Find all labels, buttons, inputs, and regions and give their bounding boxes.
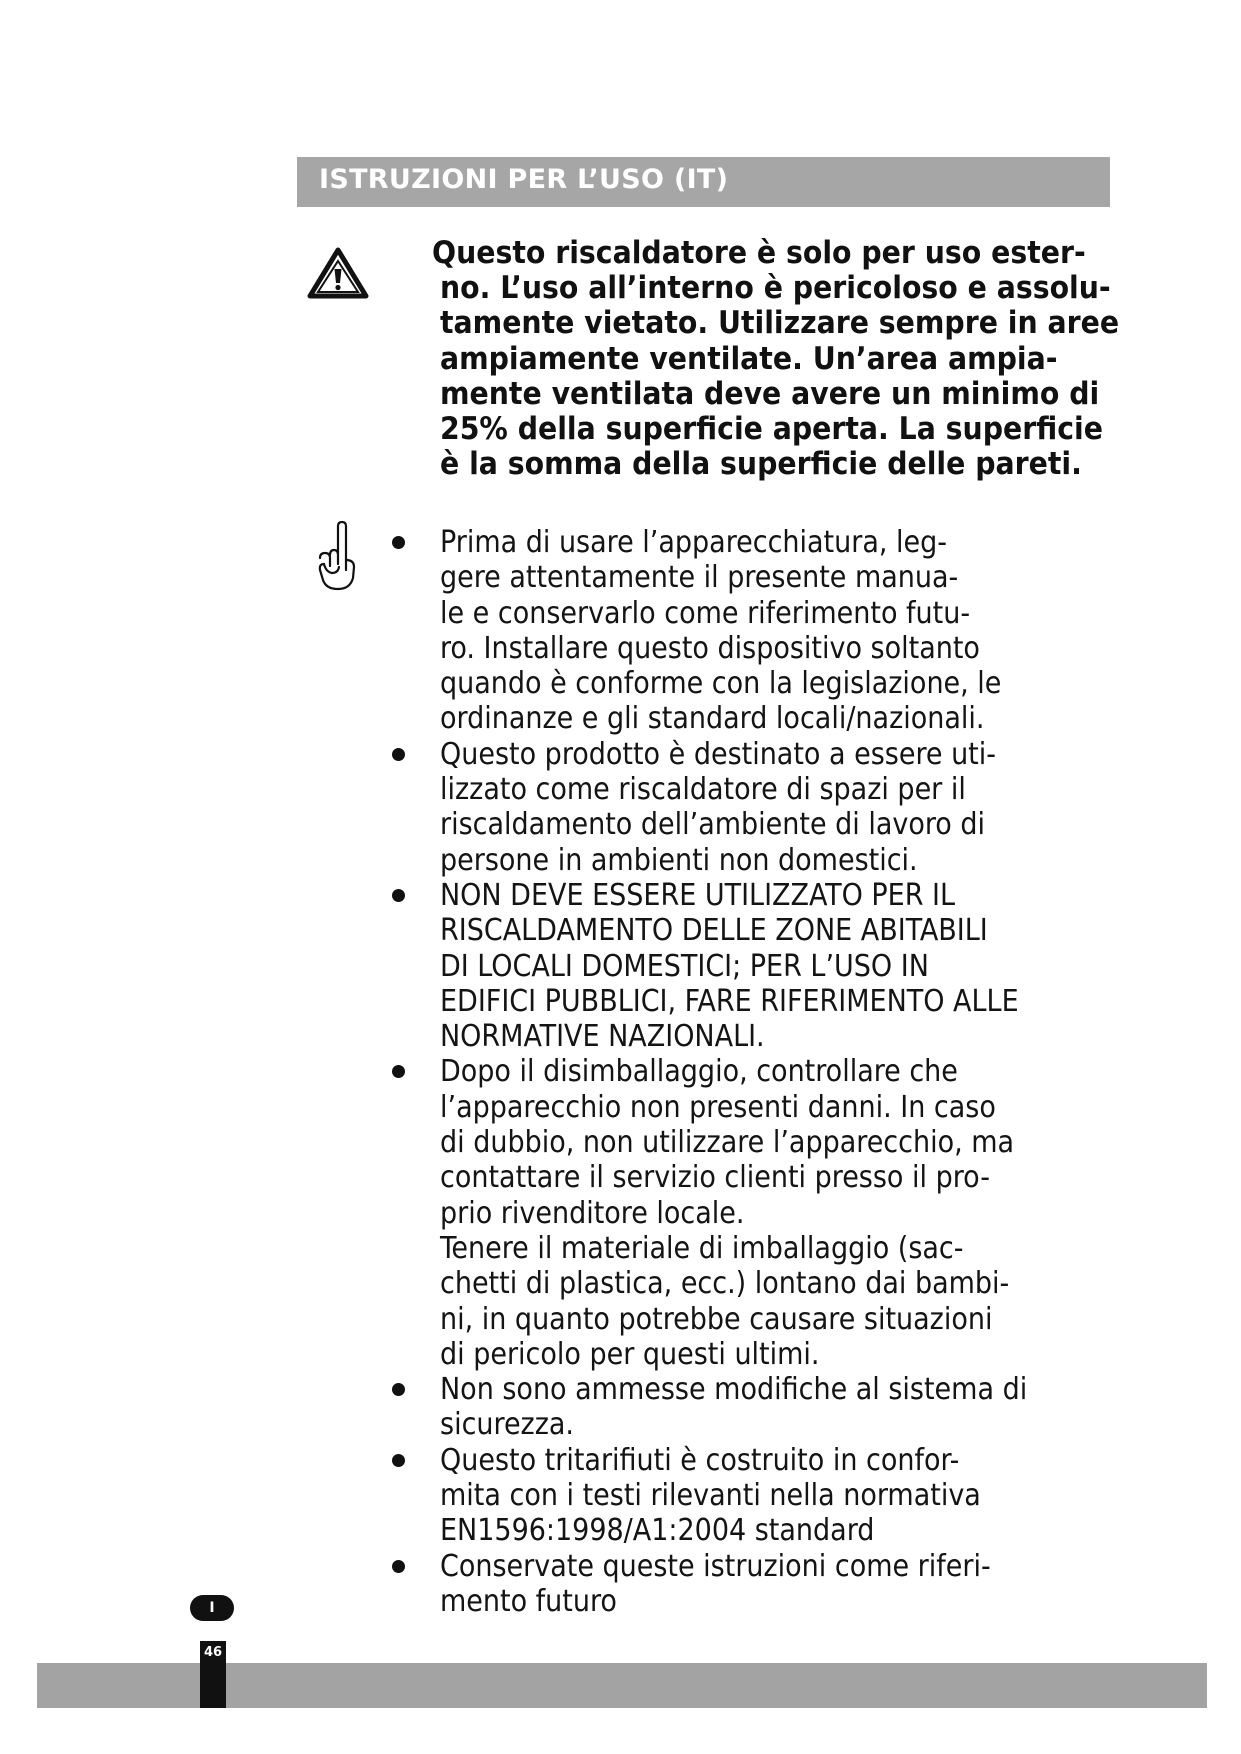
bullet-icon (392, 889, 405, 902)
text-line: prio rivenditore locale. (440, 1195, 745, 1231)
section-title: ISTRUZIONI PER L’USO (IT) (319, 164, 729, 195)
section-header (297, 157, 1110, 207)
list-item (388, 1054, 1148, 1372)
warning-line: 25% della superficie aperta. La superficie (440, 410, 1103, 447)
text-line: di dubbio, non utilizzare l’apparecchio, ma (440, 1125, 1015, 1161)
text-line: riscaldamento dell’ambiente di lavoro di (440, 807, 986, 843)
bullet-icon (392, 536, 405, 549)
warning-line: mente ventilata deve avere un minimo di (440, 375, 1100, 412)
warning-line: Questo riscaldatore è solo per uso ester- (432, 235, 1086, 271)
text-line: le e conservarlo come riferimento futu- (440, 595, 971, 631)
safety-instructions-list (388, 525, 1148, 1619)
text-line: EN1596:1998/A1:2004 standard (440, 1513, 875, 1549)
text-line: NON DEVE ESSERE UTILIZZATO PER IL (440, 877, 956, 913)
text-line: contattare il servizio clienti presso il pro- (440, 1160, 990, 1196)
list-item-text (440, 1549, 1148, 1620)
list-item (388, 1443, 1148, 1549)
list-item-text (440, 1054, 1148, 1372)
bullet-icon (392, 1383, 405, 1396)
text-line: quando è conforme con la legislazione, le (440, 666, 1002, 702)
list-item-text (440, 525, 1148, 737)
bullet-icon (392, 748, 405, 761)
list-item-text (440, 878, 1148, 1054)
text-line: Tenere il materiale di imballaggio (sac- (440, 1230, 964, 1266)
page-number-tab (200, 1641, 226, 1708)
text-line: chetti di plastica, ecc.) lontano dai bambi- (440, 1266, 1010, 1302)
text-line: persone in ambienti non domestici. (440, 842, 918, 878)
list-item-text (440, 1372, 1148, 1443)
text-line: sicurezza. (440, 1407, 574, 1443)
warning-notice (432, 236, 1122, 482)
list-item (388, 878, 1148, 1054)
text-line: di pericolo per questi ultimi. (440, 1336, 820, 1372)
text-line: mita con i testi rilevanti nella normativa (440, 1478, 981, 1514)
text-line: Questo prodotto è destinato a essere uti- (440, 736, 996, 772)
text-line: NORMATIVE NAZIONALI. (440, 1019, 765, 1055)
text-line: lizzato come riscaldatore di spazi per il (440, 772, 966, 808)
text-line: DI LOCALI DOMESTICI; PER L’USO IN (440, 948, 929, 984)
list-item (388, 737, 1148, 878)
text-line: Non sono ammesse modifiche al sistema di (440, 1372, 1028, 1408)
list-item-text (440, 737, 1148, 878)
bullet-icon (392, 1560, 405, 1573)
text-line: Questo tritarifiuti è costruito in confor- (440, 1442, 960, 1478)
text-line: RISCALDAMENTO DELLE ZONE ABITABILI (440, 913, 988, 949)
text-line: mento futuro (440, 1583, 617, 1619)
list-item (388, 525, 1148, 737)
warning-line: è la somma della superficie delle pareti. (440, 446, 1082, 483)
text-line: Prima di usare l’apparecchiatura, leg- (440, 525, 947, 560)
text-line: ro. Installare questo dispositivo soltanto (440, 630, 980, 666)
language-badge: I (190, 1595, 234, 1621)
text-line: Conservate queste istruzioni come riferi- (440, 1548, 991, 1584)
list-item (388, 1549, 1148, 1620)
warning-line: ampiamente ventilate. Un’area ampia- (440, 340, 1058, 377)
text-line: ni, in quanto potrebbe causare situazioni (440, 1301, 993, 1337)
text-line: gere attentamente il presente manua- (440, 560, 959, 596)
page-number: 46 (203, 1645, 223, 1660)
text-line: EDIFICI PUBBLICI, FARE RIFERIMENTO ALLE (440, 983, 1019, 1019)
bullet-icon (392, 1065, 405, 1078)
bullet-icon (392, 1454, 405, 1467)
text-line: Dopo il disimballaggio, controllare che (440, 1054, 958, 1090)
warning-line: tamente vietato. Utilizzare sempre in aree (440, 305, 1120, 342)
warning-line: no. L’uso all’interno è pericoloso e assolu- (440, 270, 1111, 307)
warning-triangle-icon (307, 247, 369, 299)
list-item (388, 1372, 1148, 1443)
list-item-text (440, 1443, 1148, 1549)
pointing-hand-icon (316, 520, 358, 592)
text-line: ordinanze e gli standard locali/nazionali. (440, 701, 985, 737)
text-line: l’apparecchio non presenti danni. In caso (440, 1089, 996, 1125)
